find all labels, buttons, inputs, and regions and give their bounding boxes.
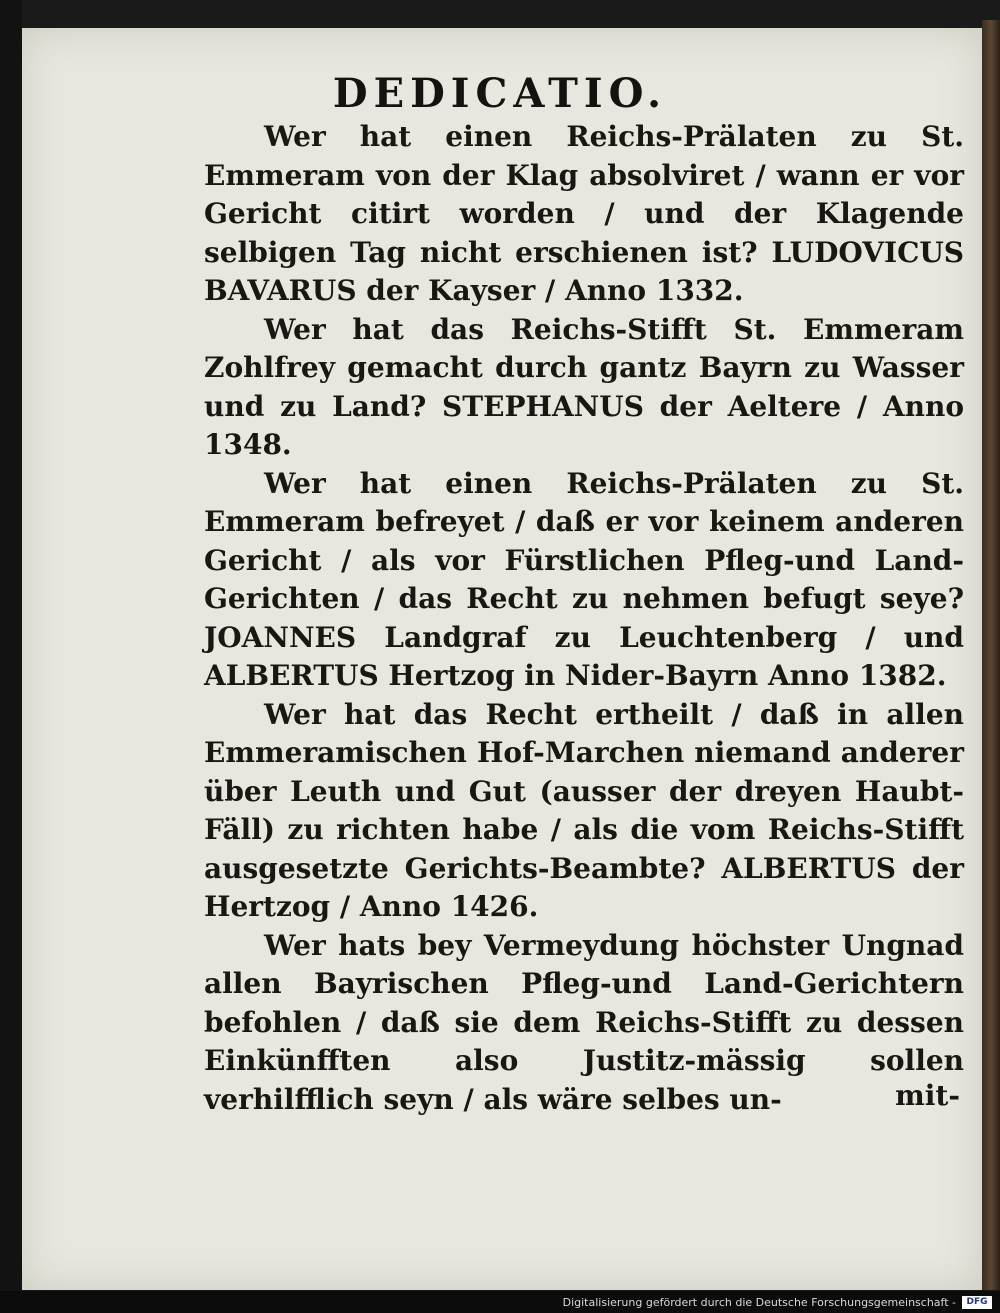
page-heading: DEDICATIO.	[332, 70, 668, 117]
paragraph: Wer hat einen Reichs-Prälaten zu St. Emmeram von der Klag absolviret / wann er vor Gericht citirt worden / und der Klagende selbigen Tag nicht erschienen ist? LUDOVICUS BAVARUS der Kayser / Anno 1332.	[204, 120, 964, 307]
footer-bar	[0, 1291, 1000, 1313]
footer-credit: Digitalisierung gefördert durch die Deutsche Forschungsgemeinschaft -	[562, 1296, 956, 1309]
paragraph: Wer hats bey Vermeydung höchster Ungnad allen Bayrischen Pfleg-und Land-Gerichtern befohlen / daß sie dem Reichs-Stifft zu dessen Einkünfften also Justitz-mässig sollen verhilfflich seyn / als wäre selbes un-	[204, 928, 964, 1116]
paragraph: Wer hat einen Reichs-Prälaten zu St. Emmeram befreyet / daß er vor keinem anderen Gericht / als vor Fürstlichen Pfleg-und Land-Gerichten / das Recht zu nehmen befugt seye? JOANNES Landgraf zu Leuchtenberg / und ALBERTUS Hertzog in Nider-Bayrn Anno 1382.	[204, 466, 964, 692]
book-edge	[982, 20, 1000, 1290]
scan-left-border	[0, 0, 22, 1313]
dfg-logo: DFG	[962, 1296, 992, 1309]
catchword: mit-	[895, 1079, 960, 1112]
page-body	[204, 118, 964, 1119]
paragraph: Wer hat das Reichs-Stifft St. Emmeram Zohlfrey gemacht durch gantz Bayrn zu Wasser und zu Land? STEPHANUS der Aeltere / Anno 1348.	[204, 312, 964, 461]
paragraph: Wer hat das Recht ertheilt / daß in allen Emmeramischen Hof-Marchen niemand anderer über Leuth und Gut (ausser der dreyen Haubt-Fäll) zu richten habe / als die vom Reichs-Stifft ausgesetzte Gerichts-Beambte? ALBERTUS der Hertzog / Anno 1426.	[204, 697, 964, 923]
